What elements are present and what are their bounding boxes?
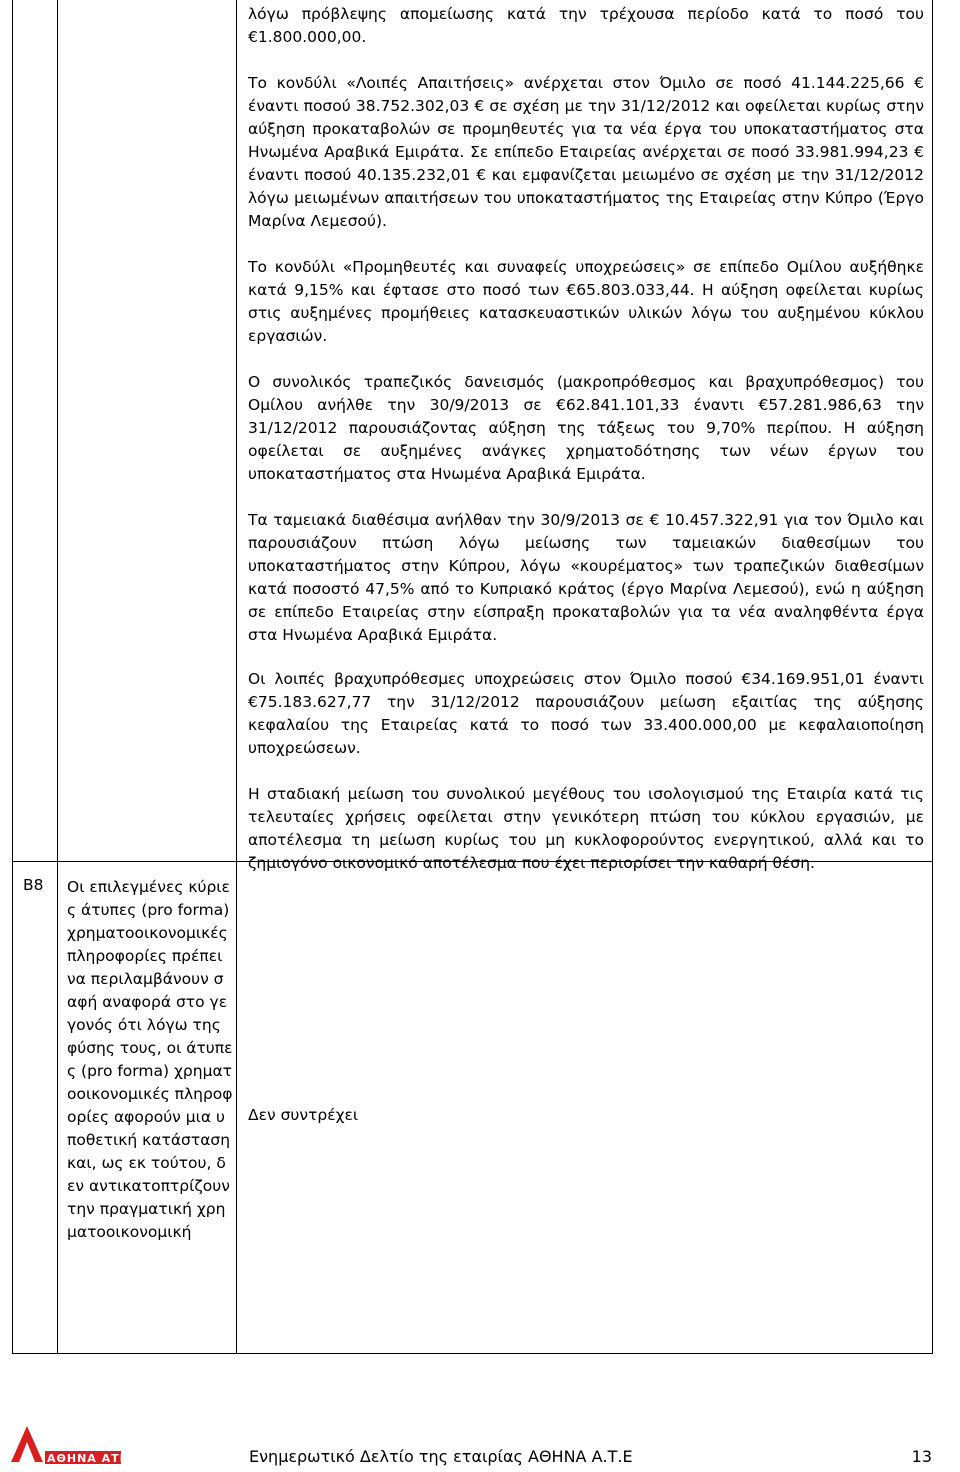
paragraph: Η σταδιακή μείωση του συνολικού μεγέθους του ισολογισμού της Εταιρία κατά τις τελευταίες χρήσεις οφείλεται στην γενικότερη πτώση του κύκλου εργασιών, με αποτέλεσμα τη μείωση κυρίως του μη κυκλοφορούντος ενεργητικού, αλλά και το ζημιογόνο οικονομικό αποτέλεσμα που έχει περιορίσει την καθαρή θέση. — [248, 785, 924, 872]
document-table — [12, 0, 933, 1354]
paragraph: Το κονδύλι «Προμηθευτές και συναφείς υποχρεώσεις» σε επίπεδο Ομίλου αυξήθηκε κατά 9,15% και έφτασε στο ποσό των €65.803.033,44. Η αύξηση οφείλεται κυρίως στις αυξημένες προμήθειες κατασκευαστικών υλικών λόγω του αυξημένου κύκλου εργασιών. — [248, 258, 924, 345]
content-column — [248, 0, 924, 1354]
row-b8-value: Δεν συντρέχει — [248, 1106, 359, 1124]
company-logo — [5, 1418, 123, 1468]
row-b8-code: B8 — [23, 876, 44, 894]
page-number: 13 — [911, 1447, 932, 1466]
column-divider — [57, 0, 58, 1353]
paragraph: Οι λοιπές βραχυπρόθεσμες υποχρεώσεις στον Όμιλο ποσού €34.169.951,01 έναντι €75.183.627,77 την 31/12/2012 παρουσιάζουν μείωση εξαιτίας της αύξησης κεφαλαίου της Εταιρείας κατά το ποσό των 33.400.000,00 με κεφαλαιοποίηση υποχρεώσεων. — [248, 670, 924, 757]
footer-title: Ενημερωτικό Δελτίο της εταιρίας ΑΘΗΝΑ Α.Τ.Ε — [249, 1447, 633, 1466]
paragraph: λόγω πρόβλεψης απομείωσης κατά την τρέχουσα περίοδο κατά το ποσό του €1.800.000,00. — [248, 5, 924, 46]
svg-text:ΑΘΗΝΑ ΑΤΕ: ΑΘΗΝΑ ΑΤΕ — [47, 1452, 123, 1465]
row-b8-description: Οι επιλεγμένες κύριες άτυπες (pro forma) χρηματοοικονομικές πληροφορίες πρέπει να περιλαμβάνουν σαφή αναφορά στο γεγονός ότι λόγω της φύσης τους, οι άτυπες (pro forma) χρηματοοικονομικές πληροφορίες αφορούν μια υποθετική κατάσταση και, ως εκ τούτου, δεν αντικατοπτρίζουν την πραγματική χρηματοοικονομική — [67, 878, 233, 1241]
paragraph: Ο συνολικός τραπεζικός δανεισμός (μακροπρόθεσμος και βραχυπρόθεσμος) του Ομίλου ανήλθε την 30/9/2013 σε €62.841.101,33 έναντι €57.281.986,63 την 31/12/2012 παρουσιάζοντας αύξηση της τάξεως του 9,70% περίπου. Η αύξηση οφείλεται σε αυξημένες ανάγκες χρηματοδότησης των νέων έργων του υποκαταστήματος στα Ηνωμένα Αραβικά Εμιράτα. — [248, 373, 924, 483]
column-divider — [236, 0, 237, 1353]
paragraph: Τα ταμειακά διαθέσιμα ανήλθαν την 30/9/2013 σε € 10.457.322,91 για τον Όμιλο και παρουσιάζουν πτώση λόγω μείωσης των ταμειακών διαθεσίμων του υποκαταστήματος στην Κύπρου, λόγω «κουρέματος» των τραπεζικών διαθεσίμων κατά ποσοστό 47,5% από το Κυπριακό κράτος (έργο Μαρίνα Λεμεσού), ενώ η αύξηση σε επίπεδο Εταιρείας στην είσπραξη προκαταβολών για τα νέα αναληφθέντα έργα στα Ηνωμένα Αραβικά Εμιράτα. — [248, 511, 924, 644]
paragraph: Το κονδύλι «Λοιπές Απαιτήσεις» ανέρχεται στον Όμιλο σε ποσό 41.144.225,66 € έναντι ποσού 38.752.302,03 € σε σχέση με την 31/12/2012 και οφείλεται κυρίως στην αύξηση προκαταβολών σε προμηθευτές για τα νέα έργα του υποκαταστήματος στα Ηνωμένα Αραβικά Εμιράτα. Σε επίπεδο Εταιρείας ανέρχεται σε ποσό 33.981.994,23 € έναντι ποσού 40.135.232,01 € και εμφανίζεται μειωμένο σε σχέση με την 31/12/2012 λόγω μειωμένων απαιτήσεων του υποκαταστήματος της Εταιρείας στην Κύπρο (Έργο Μαρίνα Λεμεσού). — [248, 74, 924, 230]
athena-logo-icon — [5, 1418, 123, 1468]
